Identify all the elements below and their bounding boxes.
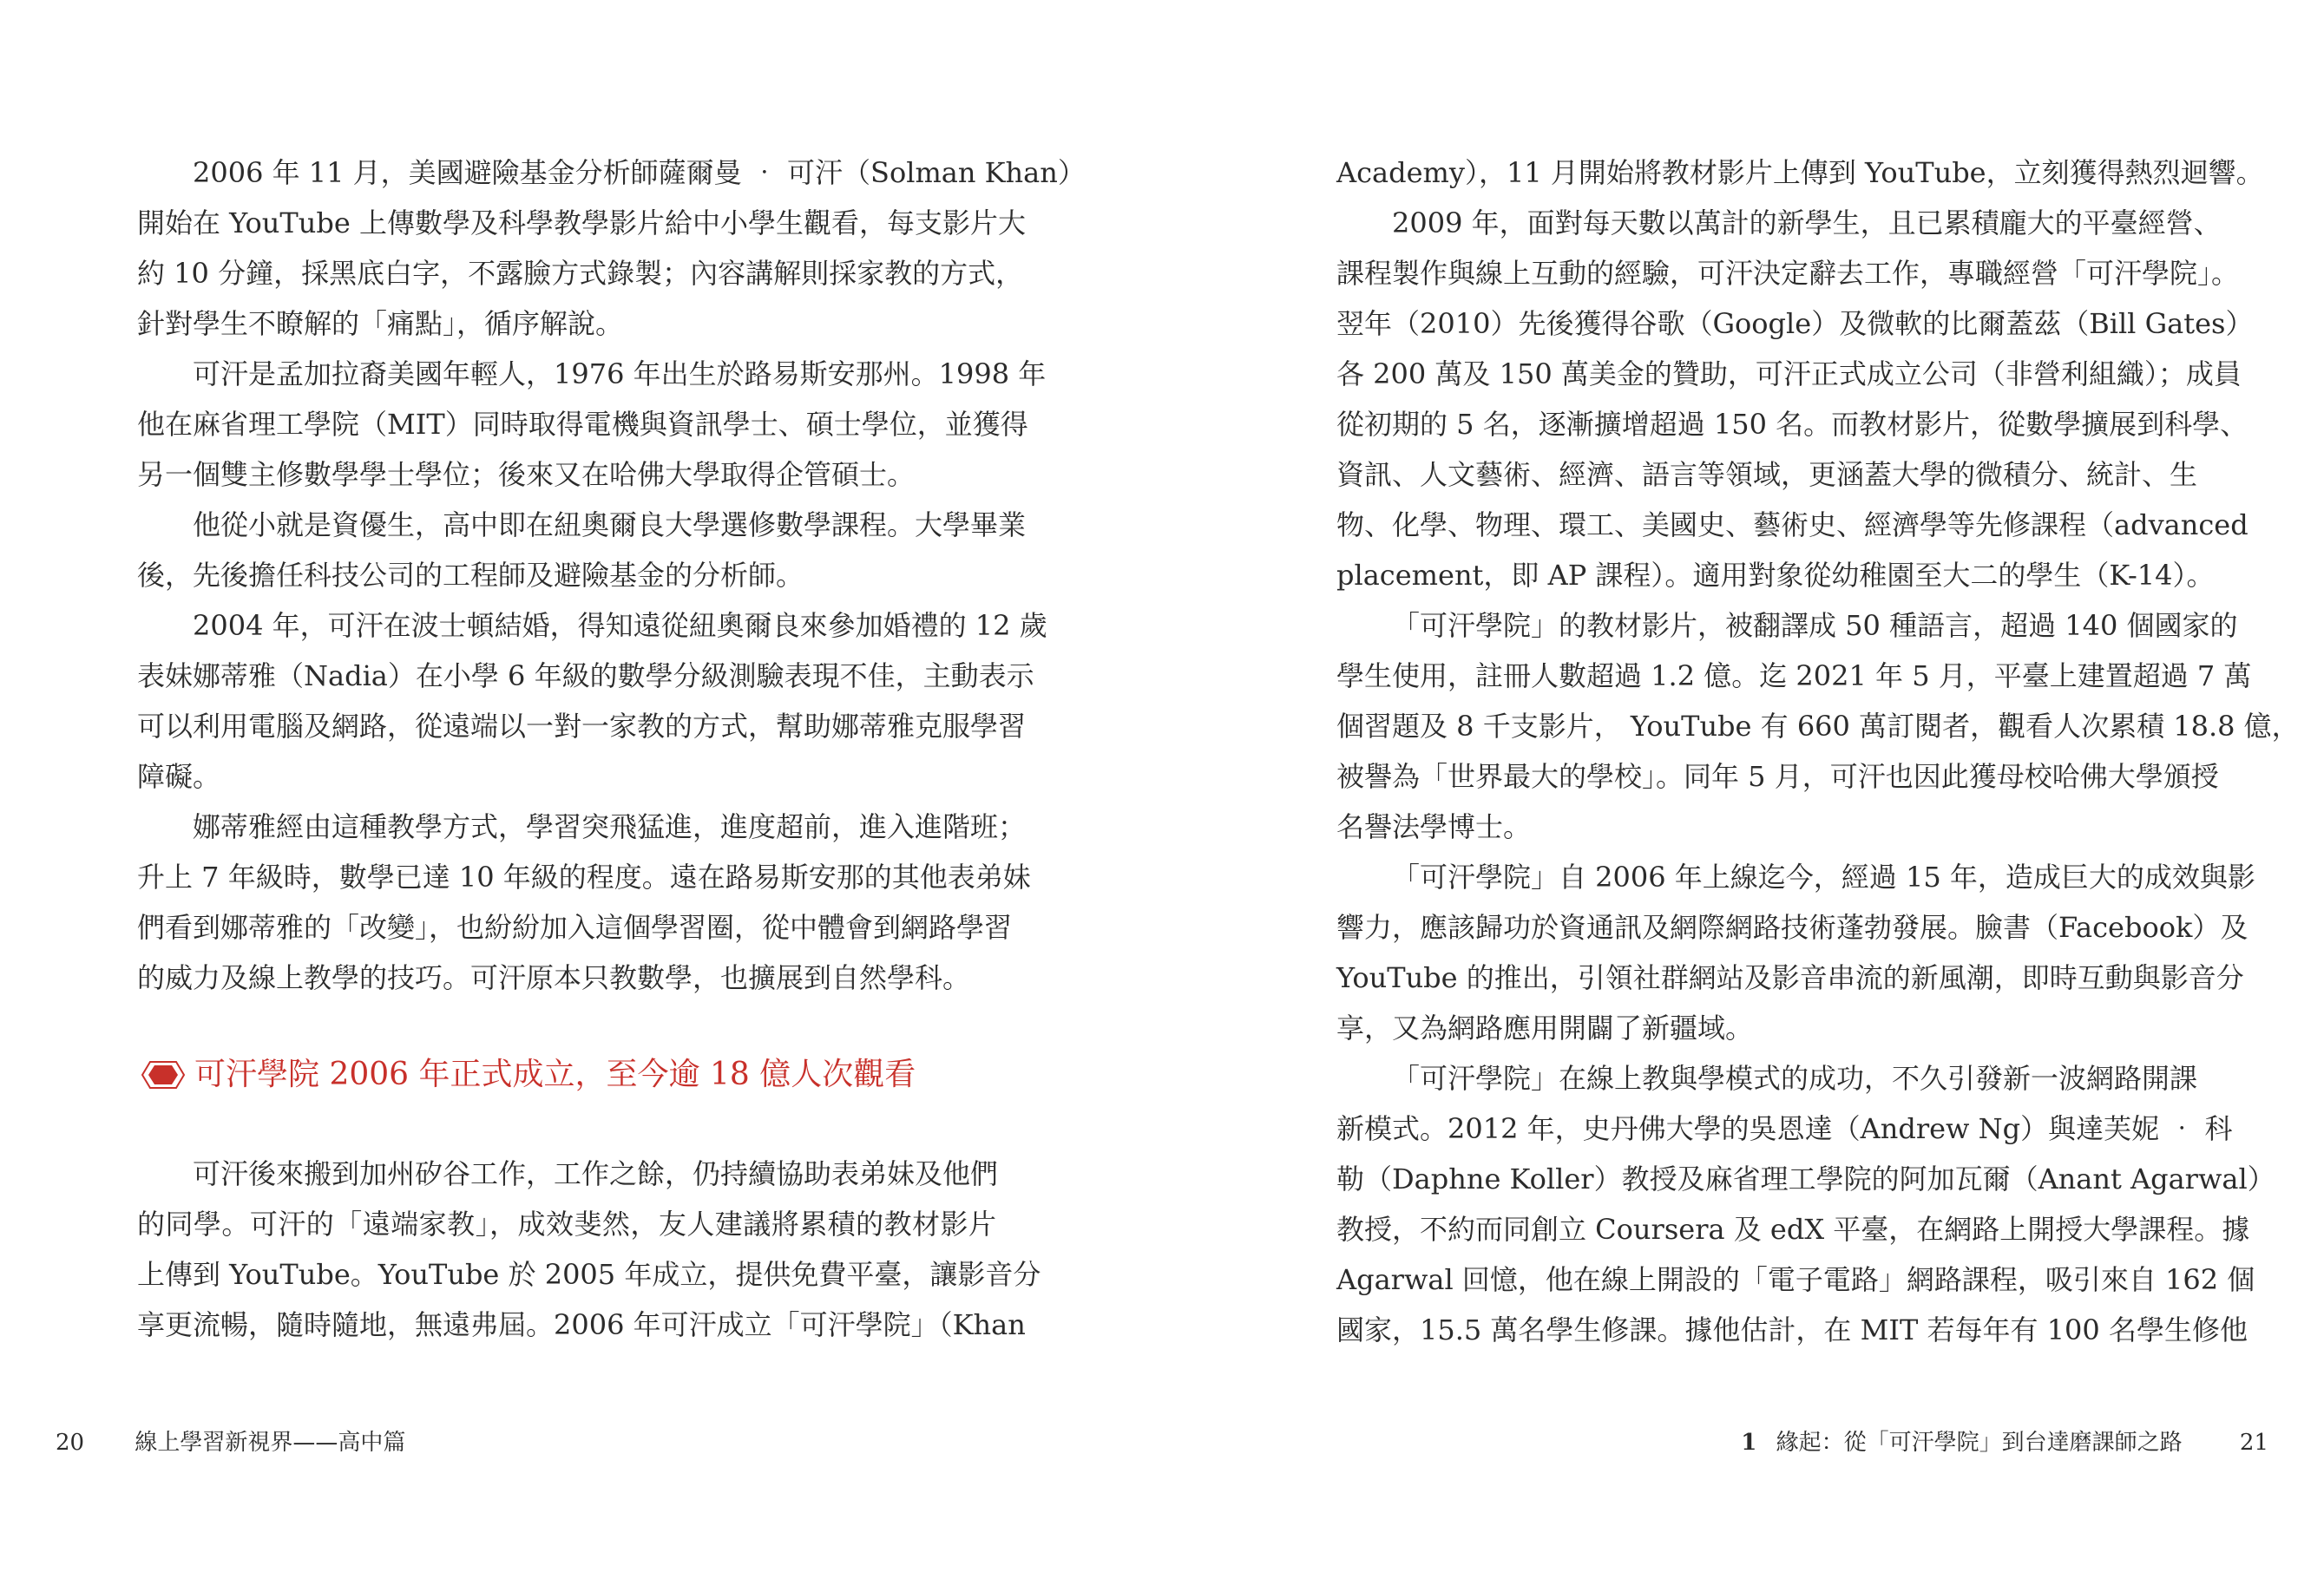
text-line: 享更流暢，隨時隨地，無遠弗屆。2006 年可汗成立「可汗學院」（Khan [137, 1308, 1026, 1341]
text-line: 2004 年，可汗在波士頓結婚，得知遠從紐奧爾良來參加婚禮的 12 歲 [193, 609, 1047, 642]
text-line: 另一個雙主修數學學士學位；後來又在哈佛大學取得企管碩士。 [137, 458, 916, 491]
section-heading [137, 1050, 996, 1100]
paragraph [137, 600, 1047, 802]
text-line: 物、化學、物理、環工、美國史、藝術史、經濟學等先修課程（advanced [1336, 508, 2249, 541]
paragraph [137, 802, 1031, 1003]
running-head-book-title: 線上學習新視界——高中篇 [135, 1430, 406, 1456]
text-line: 他從小就是資優生，高中即在紐奧爾良大學選修數學課程。大學畢業 [193, 508, 1027, 541]
right-text-column [1336, 147, 2300, 1355]
text-line: 他在麻省理工學院（MIT）同時取得電機與資訊學士、碩士學位，並獲得 [137, 408, 1028, 441]
text-line: 可汗是孟加拉裔美國年輕人，1976 年出生於路易斯安那州。1998 年 [193, 357, 1047, 390]
hexagon-bullet-icon [141, 1060, 186, 1090]
paragraph [137, 500, 1027, 600]
left-footer [56, 1428, 405, 1457]
text-line: 升上 7 年級時，數學已達 10 年級的程度。遠在路易斯安那的其他表弟妹 [137, 861, 1031, 894]
text-line: 的同學。可汗的「遠端家教」，成效斐然，友人建議將累積的教材影片 [137, 1208, 996, 1241]
text-line: 可以利用電腦及網路，從遠端以一對一家教的方式，幫助娜蒂雅克服學習 [137, 710, 1027, 743]
text-line: 從初期的 5 名，逐漸擴增超過 150 名。而教材影片，從數學擴展到科學、 [1336, 408, 2249, 441]
text-line: 障礙。 [137, 760, 221, 793]
text-line: 翌年（2010）先後獲得谷歌（Google）及微軟的比爾蓋茲（Bill Gates） [1336, 307, 2254, 340]
text-line: 被譽為「世界最大的學校」。同年 5 月，可汗也因此獲母校哈佛大學頒授 [1336, 760, 2219, 793]
text-line: YouTube 的推出，引領社群網站及影音串流的新風潮，即時互動與影音分 [1336, 961, 2244, 994]
text-line: 上傳到 YouTube。YouTube 於 2005 年成立，提供免費平臺，讓影音分 [137, 1258, 1041, 1291]
text-line: 國家，15.5 萬名學生修課。據他估計，在 MIT 若每年有 100 名學生修他 [1336, 1313, 2248, 1346]
text-line: 可汗後來搬到加州矽谷工作，工作之餘，仍持續協助表弟妹及他們 [193, 1157, 999, 1190]
text-line: Agarwal 回憶，他在線上開設的「電子電路」網路課程，吸引來自 162 個 [1336, 1263, 2255, 1296]
text-line: 們看到娜蒂雅的「改變」，也紛紛加入這個學習圈，從中體會到網路學習 [137, 911, 1013, 944]
text-line: 開始在 YouTube 上傳數學及科學教學影片給中小學生觀看，每支影片大 [137, 206, 1026, 239]
left-paragraphs-bottom [137, 1149, 1041, 1350]
text-line: 的威力及線上教學的技巧。可汗原本只教數學，也擴展到自然學科。 [137, 961, 971, 994]
text-line: 新模式。2012 年，史丹佛大學的吳恩達（Andrew Ng）與達芙妮 ‧ 科 [1336, 1112, 2233, 1145]
text-line: 2006 年 11 月，美國避險基金分析師薩爾曼 ‧ 可汗（Solman Khan） [193, 156, 1086, 189]
left-paragraphs-top [137, 147, 1086, 1003]
text-line: 學生使用，註冊人數超過 1.2 億。迄 2021 年 5 月，平臺上建置超過 7 萬 [1336, 659, 2252, 692]
paragraph [137, 147, 1086, 349]
paragraph [1336, 852, 2255, 1053]
text-line: 「可汗學院」的教材影片，被翻譯成 50 種語言，超過 140 個國家的 [1392, 609, 2238, 642]
paragraph [137, 1149, 1041, 1350]
left-text-column [137, 147, 1086, 1350]
section-heading-text: 可汗學院 2006 年正式成立，至今逾 18 億人次觀看 [194, 1057, 916, 1092]
text-line: 勒（Daphne Koller）教授及麻省理工學院的阿加瓦爾（Anant Agarwal） [1336, 1163, 2275, 1195]
text-line: 課程製作與線上互動的經驗，可汗決定辭去工作，專職經營「可汗學院」。 [1336, 257, 2240, 290]
paragraph [1336, 198, 2254, 600]
running-head-chapter-title: 緣起：從「可汗學院」到台達磨課師之路 [1776, 1430, 2183, 1456]
text-line: 「可汗學院」自 2006 年上線迄今，經過 15 年，造成巨大的成效與影 [1392, 861, 2255, 894]
text-line: 「可汗學院」在線上教與學模式的成功，不久引發新一波網路開課 [1392, 1062, 2198, 1095]
page-number-left: 20 [56, 1430, 85, 1456]
text-line: placement，即 AP 課程）。適用對象從幼稚園至大二的學生（K-14）。 [1336, 559, 2215, 592]
paragraph [137, 349, 1047, 500]
text-line: 後，先後擔任科技公司的工程師及避險基金的分析師。 [137, 559, 804, 592]
text-line: 2009 年，面對每天數以萬計的新學生，且已累積龐大的平臺經營、 [1392, 206, 2222, 239]
text-line: 響力，應該歸功於資通訊及網際網路技術蓬勃發展。臉書（Facebook）及 [1336, 911, 2249, 944]
page-number-right: 21 [2239, 1430, 2268, 1456]
right-page [1162, 0, 2324, 1572]
text-line: 教授，不約而同創立 Coursera 及 edX 平臺，在網路上開授大學課程。據 [1336, 1213, 2250, 1246]
right-footer [1741, 1428, 2268, 1457]
text-line: 表妹娜蒂雅（Nadia）在小學 6 年級的數學分級測驗表現不佳，主動表示 [137, 659, 1034, 692]
text-line: 資訊、人文藝術、經濟、語言等領域，更涵蓋大學的微積分、統計、生 [1336, 458, 2198, 491]
text-line: 約 10 分鐘，採黑底白字，不露臉方式錄製；內容講解則採家教的方式， [137, 257, 1024, 290]
text-line: 各 200 萬及 150 萬美金的贊助，可汗正式成立公司（非營利組織）；成員 [1336, 357, 2242, 390]
text-line: 個習題及 8 千支影片， YouTube 有 660 萬訂閱者，觀看人次累積 18.8 億， [1336, 710, 2300, 743]
text-line: 名譽法學博士。 [1336, 810, 1532, 843]
text-line: Academy），11 月開始將教材影片上傳到 YouTube，立刻獲得熱烈迴響。 [1336, 156, 2264, 189]
paragraph [1336, 1053, 2275, 1355]
paragraph [1336, 600, 2300, 852]
paragraph [1336, 147, 2264, 198]
text-line: 娜蒂雅經由這種教學方式，學習突飛猛進，進度超前，進入進階班； [193, 810, 1027, 843]
text-line: 享，又為網路應用開闢了新疆域。 [1336, 1012, 1754, 1045]
text-line: 針對學生不瞭解的「痛點」，循序解說。 [137, 307, 624, 340]
chapter-number: 1 [1741, 1430, 1757, 1456]
